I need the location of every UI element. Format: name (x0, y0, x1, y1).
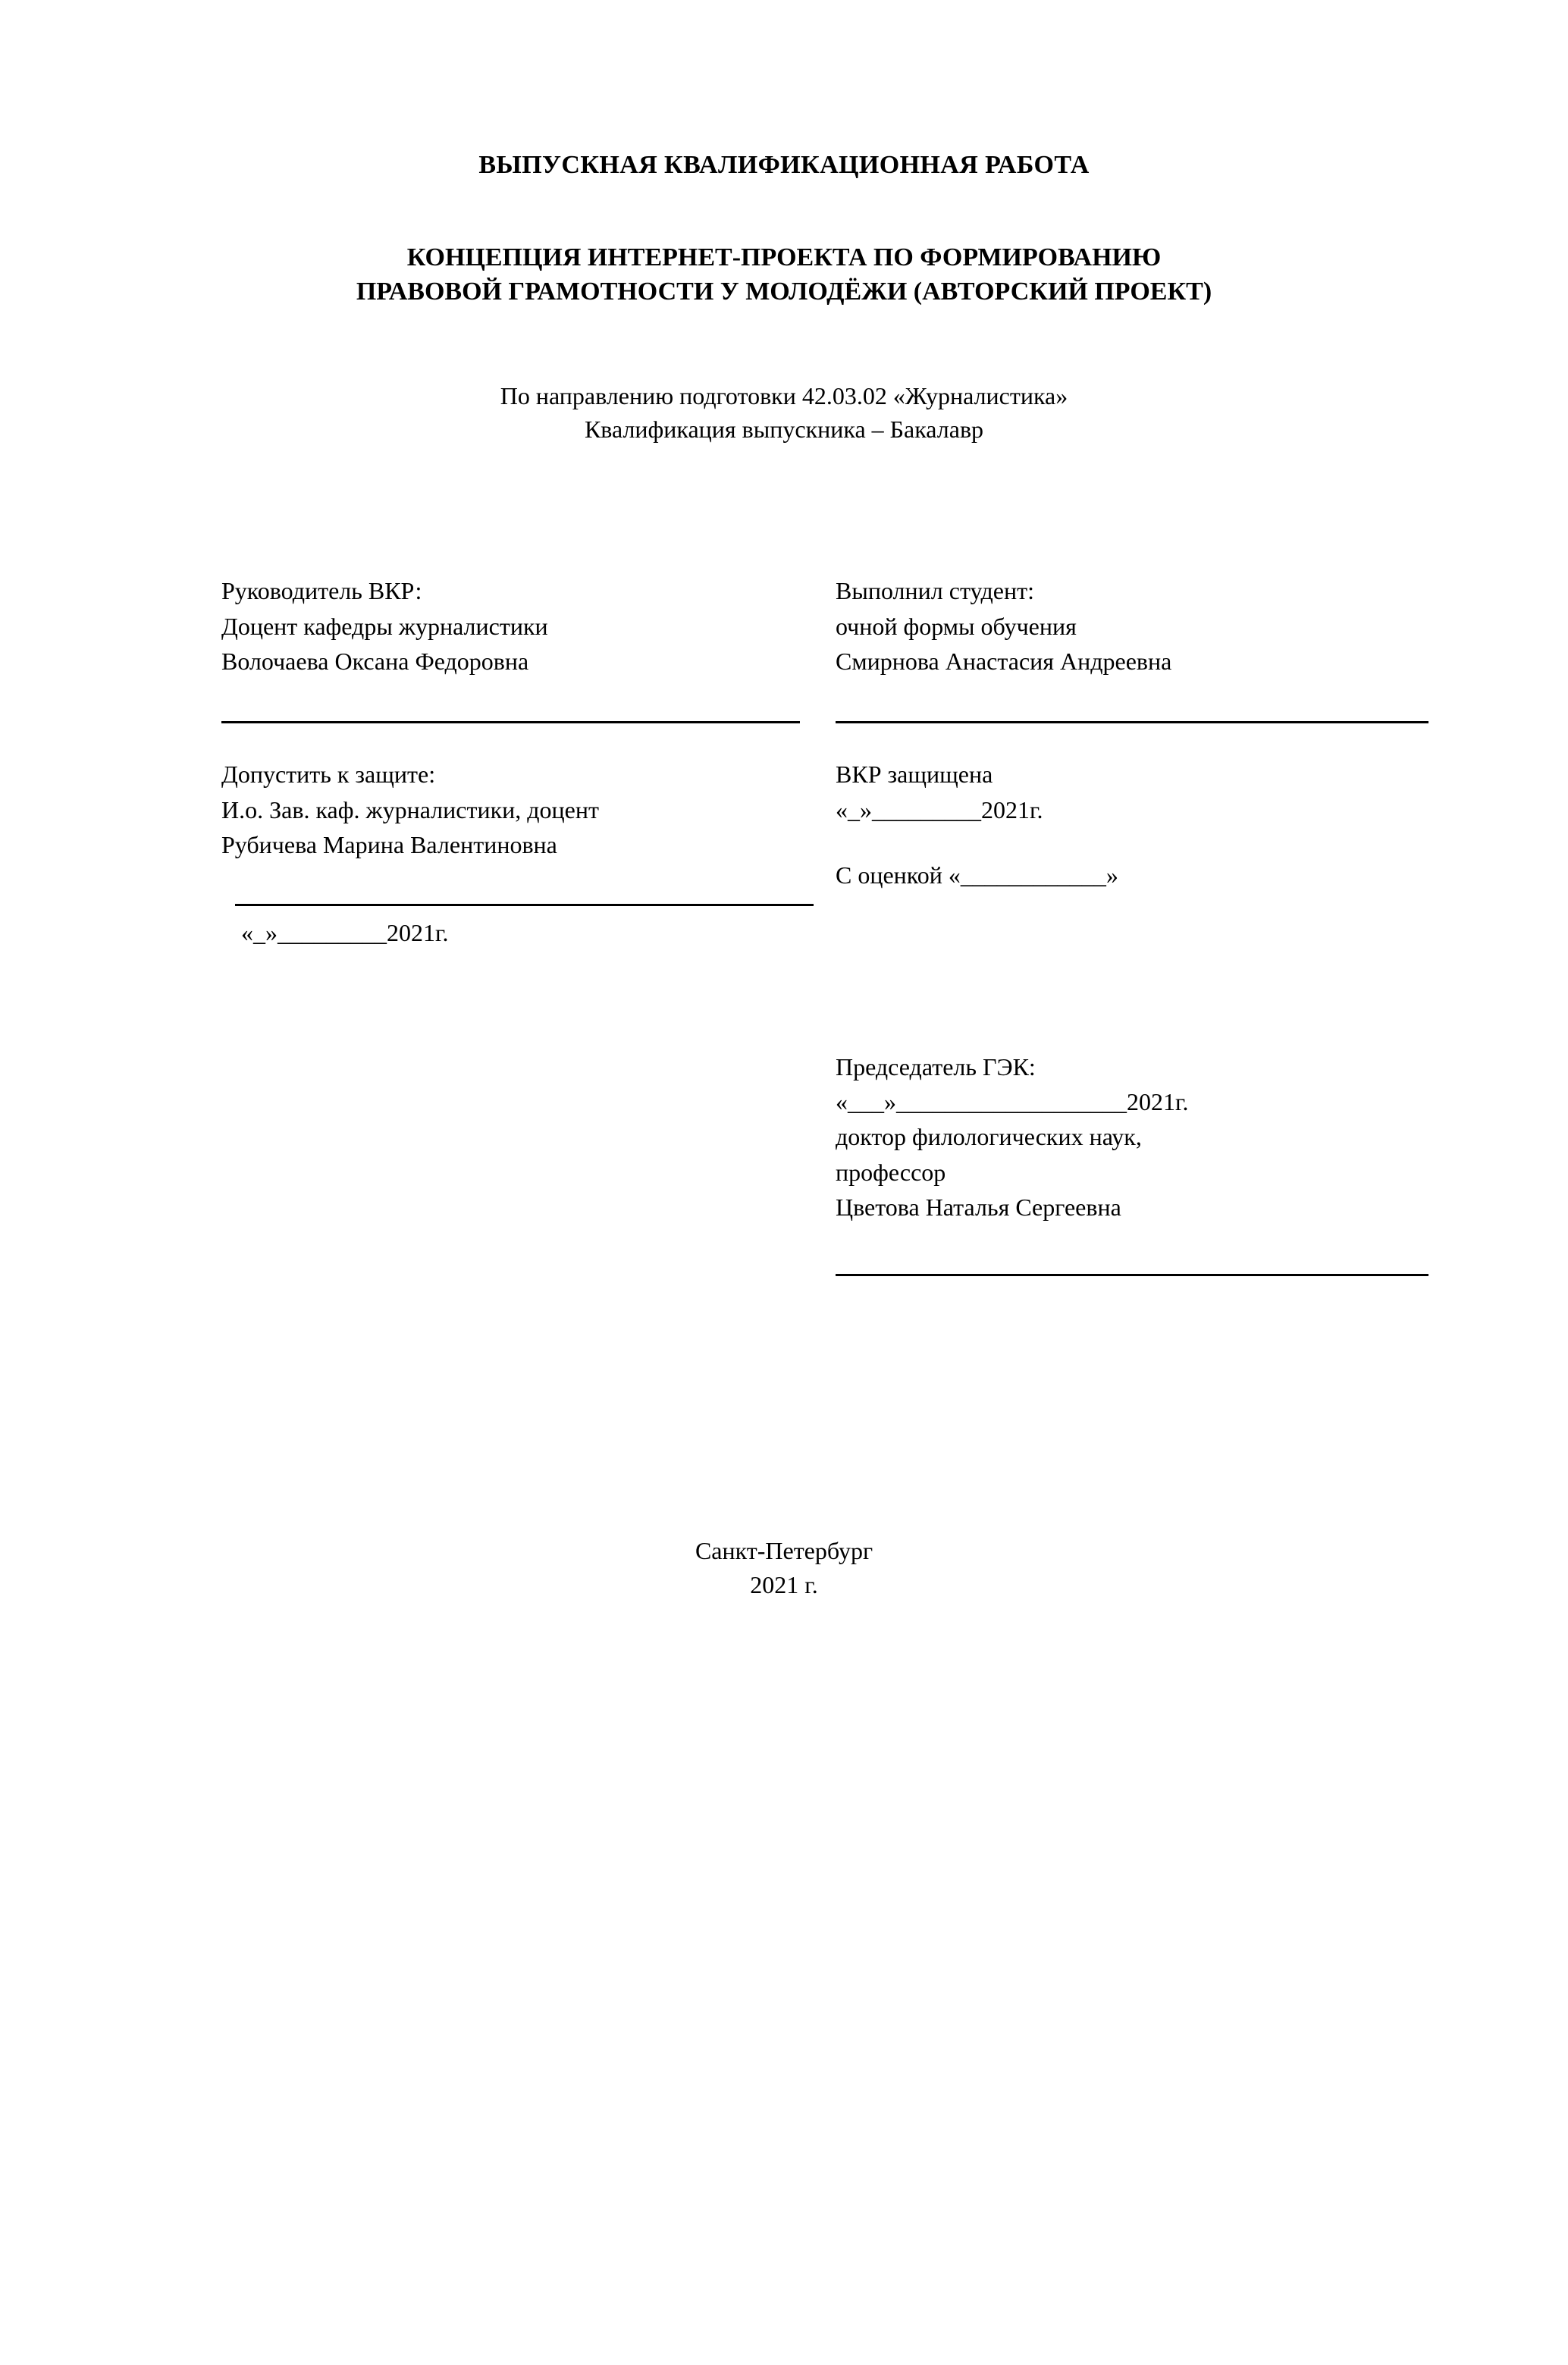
student-block (836, 573, 1450, 679)
footer-block (0, 1534, 1568, 1603)
title-block (0, 149, 1568, 446)
right-column (836, 573, 1450, 1275)
defense-label: ВКР защищена (836, 761, 993, 789)
left-column (221, 573, 836, 1275)
supervisor-label: Руководитель ВКР: (221, 577, 422, 605)
supervisor-name: Волочаева Оксана Федоровна (221, 648, 529, 676)
commission-signature-rule (836, 1274, 1428, 1276)
document-kind: ВЫПУСКНАЯ КВАЛИФИКАЦИОННАЯ РАБОТА (478, 151, 1090, 179)
student-label: Выполнил студент: (836, 577, 1034, 605)
commission-label: Председатель ГЭК: (836, 1052, 1036, 1081)
signature-columns (0, 573, 1568, 1275)
defense-spacer (836, 827, 1450, 858)
supervisor-position: Доцент кафедры журналистики (221, 612, 548, 640)
admission-position: И.о. Зав. каф. журналистики, доцент (221, 795, 599, 823)
defense-date: «_»_________2021г. (836, 795, 1043, 823)
degree-block (0, 379, 1568, 446)
footer-city: Санкт-Петербург (695, 1536, 873, 1564)
footer-year: 2021 г. (750, 1570, 818, 1598)
qualification-line: Квалификация выпускника – Бакалавр (584, 416, 984, 444)
supervisor-signature-rule (221, 721, 800, 723)
admission-label: Допустить к защите: (221, 761, 436, 789)
student-signature-rule (836, 721, 1428, 723)
admission-date: «_»_________2021г. (241, 918, 449, 946)
document-page (0, 149, 1568, 2365)
admission-name: Рубичева Марина Валентиновна (221, 831, 557, 859)
student-name: Смирнова Анастасия Андреевна (836, 648, 1172, 676)
commission-degree-line-2: профессор (836, 1158, 946, 1186)
document-title (0, 241, 1568, 309)
defense-block (836, 757, 1450, 892)
admission-signature-rule (235, 904, 814, 906)
direction-line: По направлению подготовки 42.03.02 «Журналистика» (500, 381, 1068, 409)
student-form: очной формы обучения (836, 612, 1077, 640)
commission-name: Цветова Наталья Сергеевна (836, 1193, 1121, 1222)
document-title-line-1: КОНЦЕПЦИЯ ИНТЕРНЕТ-ПРОЕКТА ПО ФОРМИРОВАНИЮ (406, 243, 1162, 272)
commission-degree-line-1: доктор филологических наук, (836, 1123, 1142, 1151)
supervisor-block (221, 573, 836, 679)
defense-grade: С оценкой «____________» (836, 861, 1118, 889)
admission-block (221, 757, 836, 862)
commission-date: «___»___________________2021г. (836, 1087, 1189, 1115)
document-title-line-2: ПРАВОВОЙ ГРАМОТНОСТИ У МОЛОДЁЖИ (АВТОРСКИЙ ПРОЕКТ) (356, 278, 1212, 306)
commission-block (836, 1049, 1450, 1225)
